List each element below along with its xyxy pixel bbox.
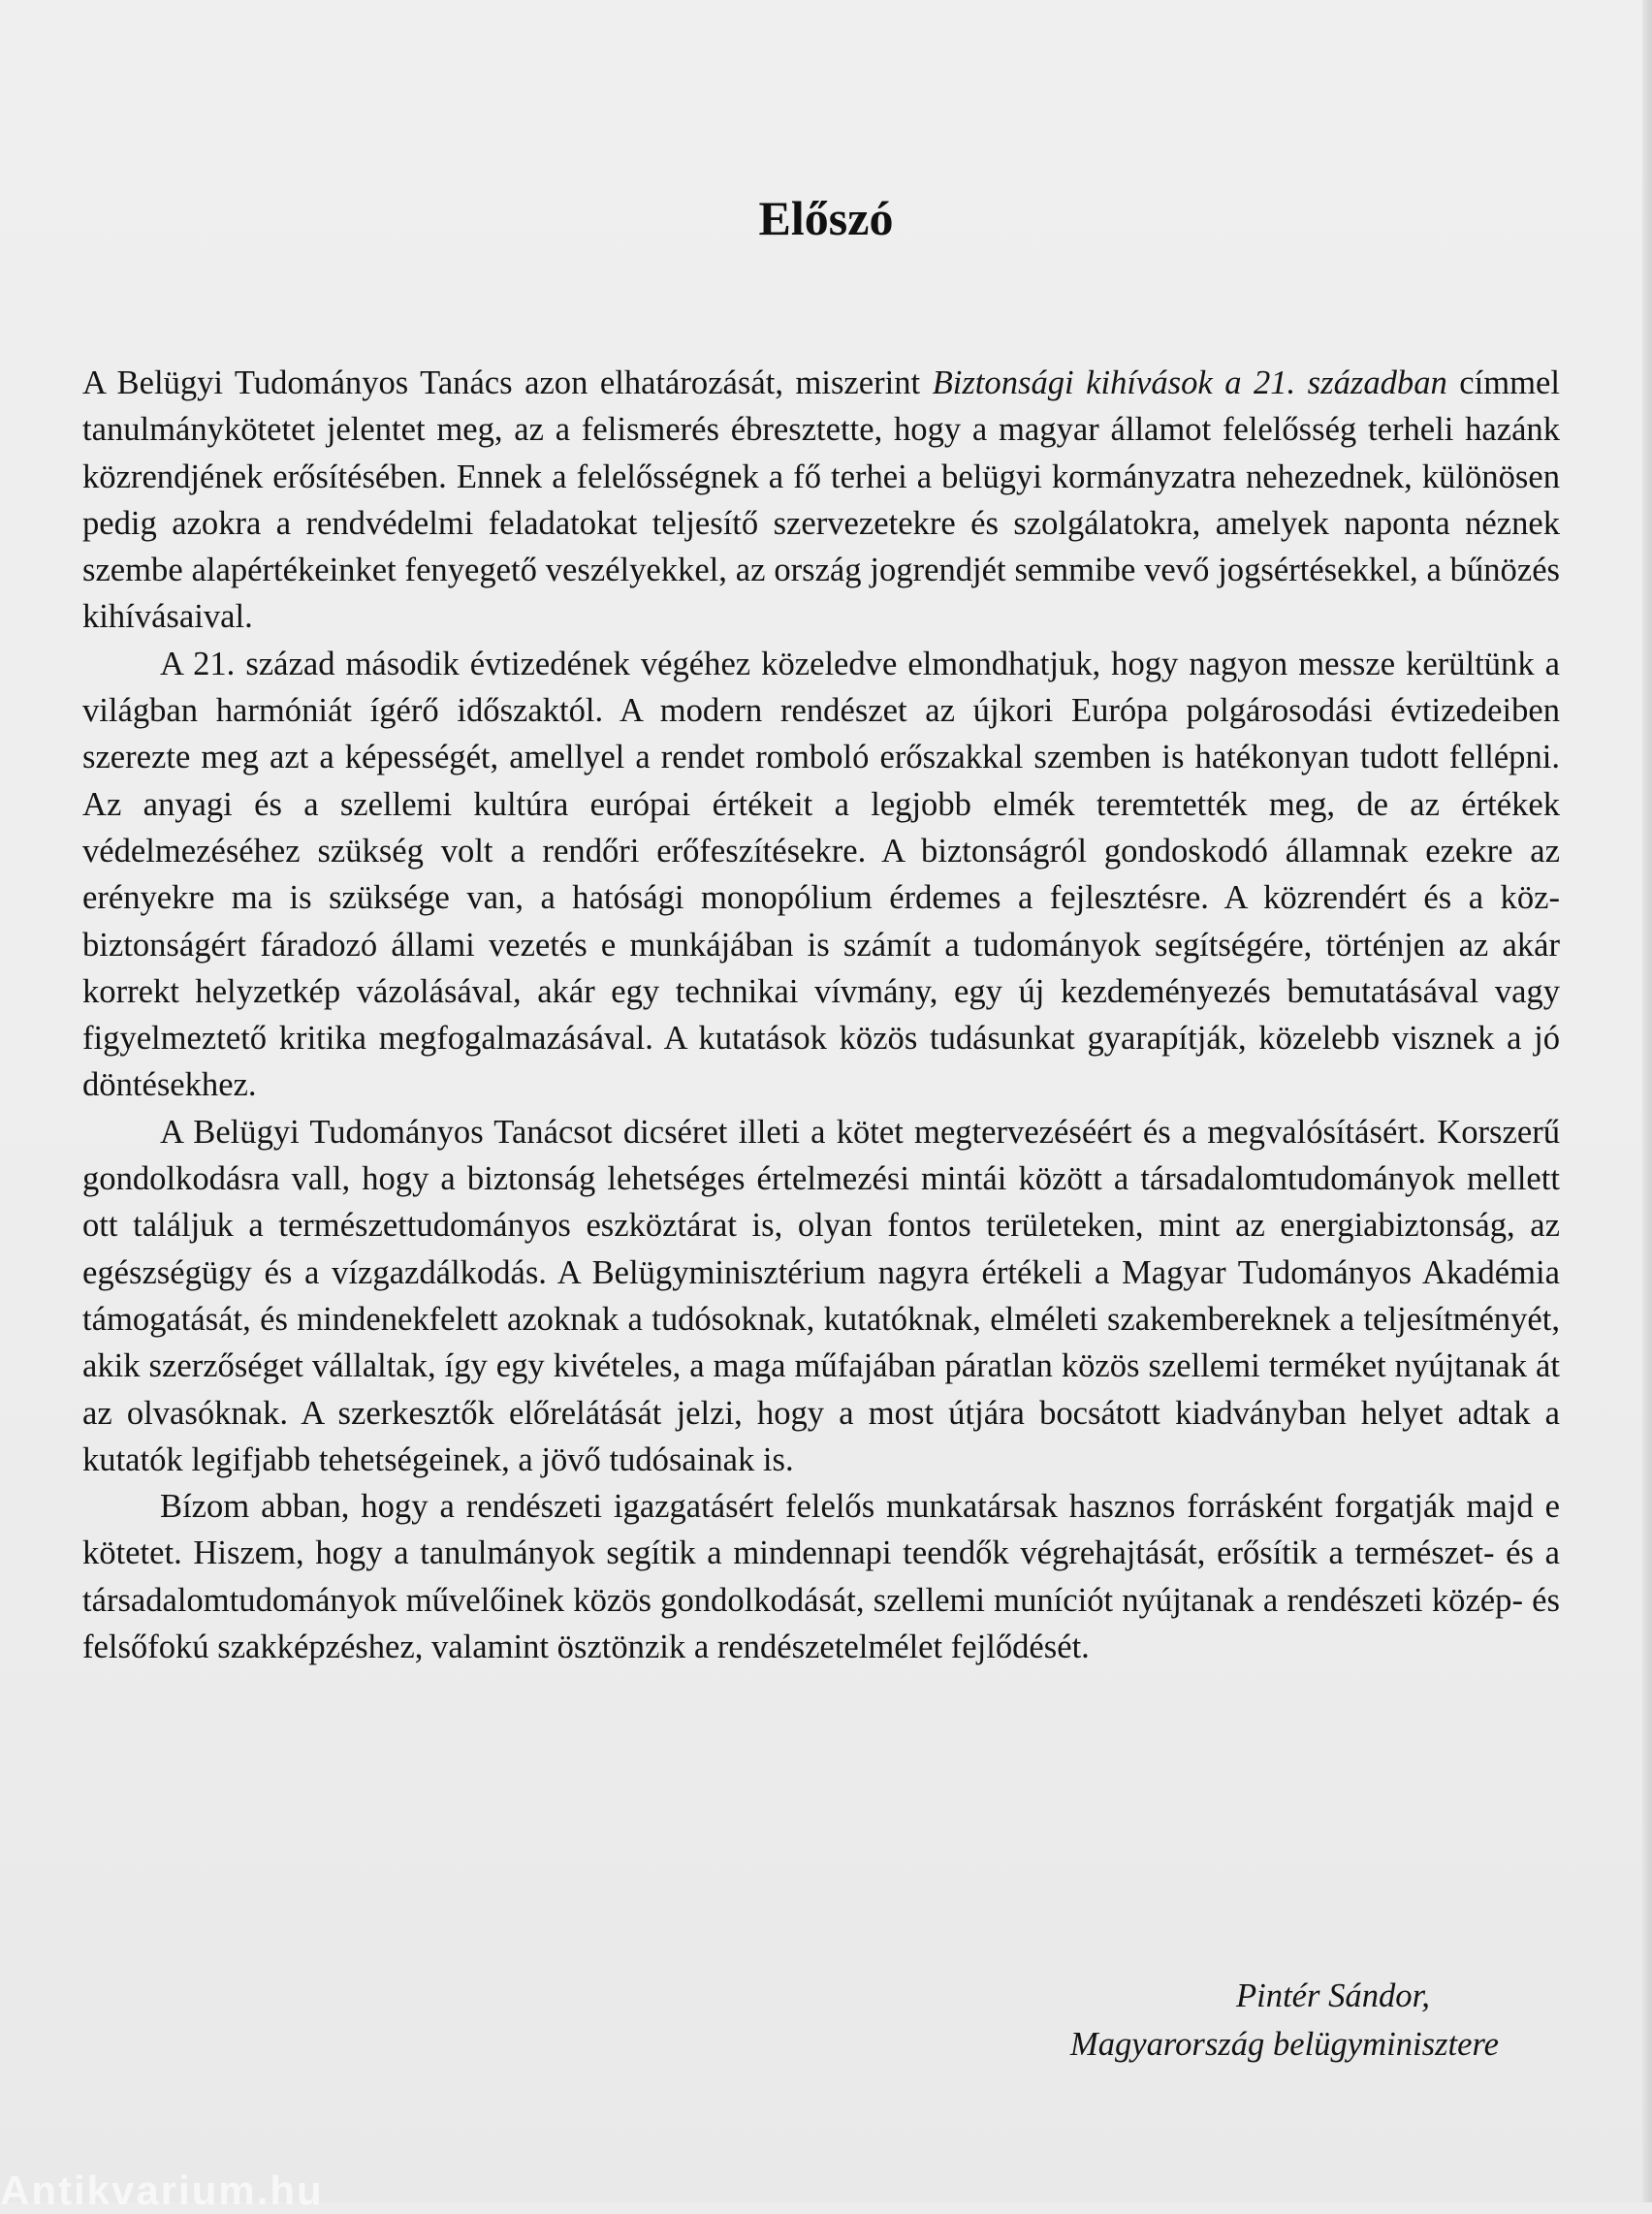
body-text [82,360,1560,1670]
signature-block [1070,1972,1499,2069]
paragraph-1 [82,360,1560,641]
paragraph-1-before: A Belügyi Tudományos Tanács azon elhatározását, miszerint [82,364,933,401]
signature-name: Pintér Sándor, [1236,1977,1430,2014]
watermark: Antikvarium.hu [0,2167,324,2213]
paragraph-3: A Belügyi Tudományos Tanácsot dicséret illeti a kötet megtervezéséért és a megvalósításért. Korszerű gondolkodásra vall, hogy a biztonság lehetséges értelmezési mintái között a társadalomtudományok mellett ott találjuk a természettudományos eszköztárat is, olyan fontos területeken, mint az energiabiztonság, az egészségügy és a vízgazdálkodás. A Belügyminisztérium nagyra értékeli a Magyar Tudományos Akadémia támogatását, és mindenekfelett azoknak a tudósoknak, kutatóknak, elméleti szakembereknek a teljesítményét, akik szerzőséget vállaltak, így egy kivételes, a maga műfajában páratlan közös szellemi terméket nyújtanak át az olvasóknak. A szerkesztők előrelátását jelzi, hogy a most útjára bocsátott kiadványban helyet adtak a kutatók legifjabb tehetségeinek, a jövő tudósainak is. [82,1113,1560,1478]
signature-role: Magyarország belügyminisztere [1069,2026,1499,2063]
book-title-italic: Biztonsági kihívások a 21. században [932,364,1447,401]
page-edge [1642,0,1652,2202]
page-title: Előszó [758,191,894,245]
paragraph-4: Bízom abban, hogy a rendészeti igazgatásért felelős munkatársak hasznos forrásként forgatják majd e kötetet. Hiszem, hogy a tanulmányok segítik a mindennapi teendők végrehajtását, erősítik a természet- és a társadalomtudományok művelőinek közös gondolkodását, szellemi muníciót nyújtanak a rendészeti közép- és felsőfokú szakképzéshez, valamint ösztönzik a rendészetelmélet fejlődését. [82,1488,1560,1666]
paragraph-1-after: címmel tanulmánykötetet jelentet meg, az a felismerés ébresztette, hogy a magyar államot felelősség terheli hazánk közrendjének erősítésében. Ennek a felelősségnek a fő terhei a belügyi kormányzatra nehezednek, különösen pedig azokra a rendvédelmi feladatokat teljesítő szervezetekre és szolgálatokra, amelyek naponta néznek szembe alapértékeinket fenyegető veszélyekkel, az ország jogrendjét semmibe vevő jogsértésekkel, a bűnözés kihívásaival. [82,364,1560,636]
paragraph-2: A 21. század második évtizedének végéhez közeledve elmondhatjuk, hogy nagyon messze kerültünk a világban harmóniát ígérő időszaktól. A modern rendészet az újkori Európa polgárosodási évtizedeiben szerezte meg azt a képességét, amellyel a rendet romboló erőszakkal szemben is hatékonyan tudott fellépni. Az anyagi és a szellemi kultúra európai értékeit a legjobb elmék teremtették meg, de az értékek védelmezéséhez szükség volt a rendőri erőfeszítésekre. A biztonságról gondoskodó államnak ezekre az erényekre ma is szüksége van, a hatósági monopólium érdemes a fejlesztésre. A közrendért és a közbiztonságért fáradozó állami vezetés e munkájában is számít a tudományok segítségére, történjen az akár korrekt helyzetkép vázolásával, akár egy technikai vívmány, egy új kezdeményezés bemutatásával vagy figyelmeztető kritika megfogalmazásával. A kutatások közös tudásunkat gyarapítják, közelebb visznek a jó döntésekhez. [82,645,1560,1104]
